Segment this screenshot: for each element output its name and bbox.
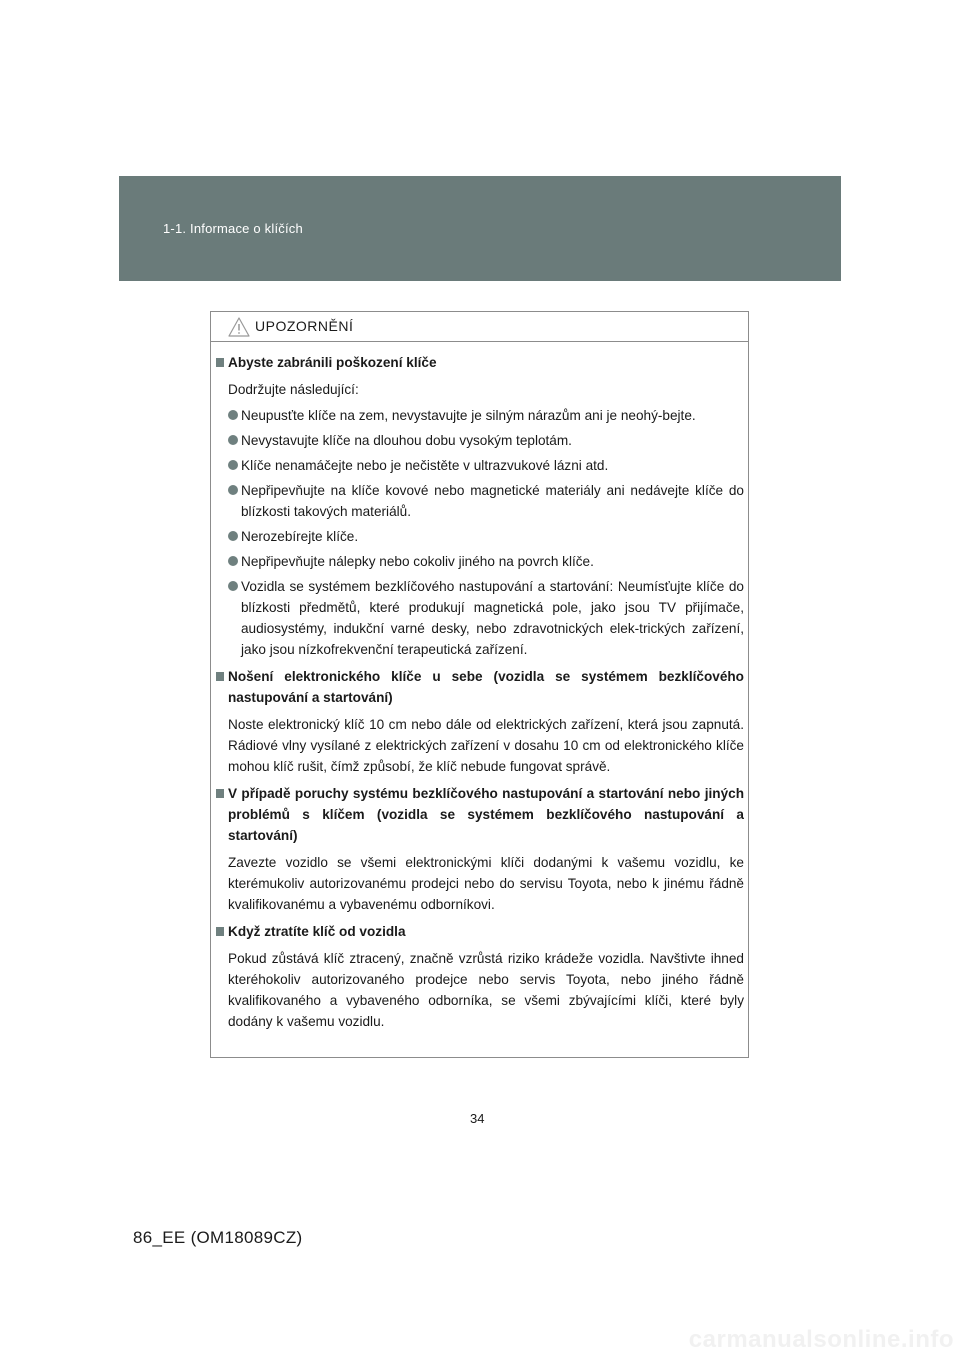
- watermark: carmanualsonline.info: [688, 1326, 954, 1353]
- round-bullet-icon: [228, 410, 238, 420]
- list-item-text: Neupusťte klíče na zem, nevystavujte je silným nárazům ani je neohý-bejte.: [241, 408, 696, 423]
- page-number: 34: [470, 1111, 485, 1126]
- section-heading-text: Když ztratíte klíč od vozidla: [228, 924, 406, 939]
- section-text: Zavezte vozidlo se všemi elektronickými klíči dodanými k vašemu vozidlu, ke kterémukoliv autorizovanému prodejci nebo do servisu Toyota, nebo k jinému řádně kvalifikovanému a vybavenému odborníkovi.: [228, 855, 744, 912]
- warning-body: [216, 352, 744, 1038]
- section-carrying-key: [216, 666, 744, 777]
- section-heading-text: Nošení elektronického klíče u sebe (vozidla se systémem bezklíčového nastupování a startování): [228, 669, 744, 705]
- section-text: Pokud zůstává klíč ztracený, značně vzrůstá riziko krádeže vozidla. Navštivte ihned kteréhokoliv autorizovaného prodejce nebo servis Toyota, nebo jiného řádně kvalifikovaného a vybaveného odborníka, se všemi zbývajícími klíči, které byly dodány k vašemu vozidlu.: [228, 951, 744, 1029]
- section-heading: [216, 666, 744, 708]
- warning-box: [210, 311, 749, 1058]
- list-item-text: Nepřipevňujte na klíče kovové nebo magnetické materiály ani nedávejte klíče do blízkosti takových materiálů.: [241, 483, 744, 519]
- section-text: Noste elektronický klíč 10 cm nebo dále od elektrických zařízení, která jsou zapnutá. Rádiové vlny vysílané z elektrických zařízení v dosahu 10 cm od elektronického klíče mohou klíč rušit, čímž způsobí, že klíč nebude fungovat správě.: [228, 717, 744, 774]
- round-bullet-icon: [228, 485, 238, 495]
- section-heading-text: Abyste zabránili poškození klíče: [228, 355, 437, 370]
- section-heading: [216, 921, 744, 942]
- round-bullet-icon: [228, 435, 238, 445]
- warning-header: [211, 312, 748, 342]
- section-intro: Dodržujte následující:: [228, 382, 359, 397]
- square-bullet-icon: [216, 358, 224, 367]
- list-item: [228, 480, 744, 522]
- warning-triangle-icon: [228, 317, 250, 337]
- round-bullet-icon: [228, 556, 238, 566]
- list-item: [228, 551, 744, 572]
- list-item-text: Nerozebírejte klíče.: [241, 529, 359, 544]
- section-malfunction: [216, 783, 744, 915]
- bullet-list: [228, 405, 744, 660]
- section-lost-key: [216, 921, 744, 1032]
- section-heading: [216, 352, 744, 373]
- round-bullet-icon: [228, 531, 238, 541]
- list-item: [228, 526, 744, 547]
- section-heading: [216, 783, 744, 846]
- list-item-text: Nepřipevňujte nálepky nebo cokoliv jiného na povrch klíče.: [241, 554, 594, 569]
- list-item: [228, 455, 744, 476]
- list-item: [228, 405, 744, 426]
- square-bullet-icon: [216, 672, 224, 681]
- list-item-text: Klíče nenamáčejte nebo je nečistěte v ultrazvukové lázni atd.: [241, 458, 609, 473]
- list-item: [228, 430, 744, 451]
- square-bullet-icon: [216, 789, 224, 798]
- document-code: 86_EE (OM18089CZ): [133, 1228, 303, 1247]
- round-bullet-icon: [228, 460, 238, 470]
- list-item-text: Nevystavujte klíče na dlouhou dobu vysokým teplotám.: [241, 433, 572, 448]
- section-heading-text: V případě poruchy systému bezklíčového nastupování a startování nebo jiných problémů s klíčem (vozidla se systémem bezklíčového nastupování a startování): [228, 786, 744, 843]
- list-item: [228, 576, 744, 660]
- list-item-text: Vozidla se systémem bezklíčového nastupování a startování: Neumísťujte klíče do blízkosti předmětů, které produkují magnetická pole, jako jsou TV přijímače, audiosystémy, indukční varné desky, nebo zdravotnických elek-trických zařízení, jako jsou nízkofrekvenční terapeutická zařízení.: [241, 579, 744, 657]
- square-bullet-icon: [216, 927, 224, 936]
- section-key-damage: [216, 352, 744, 660]
- breadcrumb: 1-1. Informace o klíčích: [163, 221, 303, 236]
- header-band: [119, 176, 841, 281]
- round-bullet-icon: [228, 581, 238, 591]
- warning-title: UPOZORNĚNÍ: [255, 318, 354, 334]
